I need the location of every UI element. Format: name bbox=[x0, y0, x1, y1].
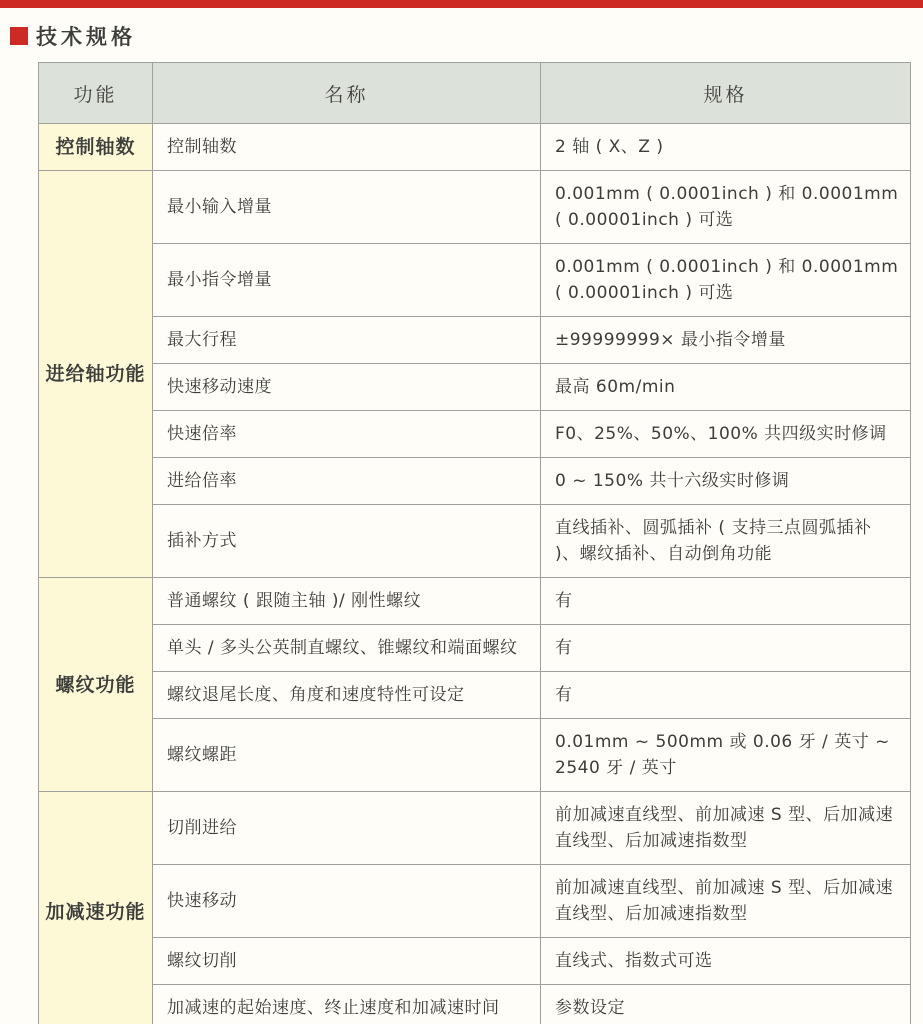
spec-name-cell: 最小指令增量 bbox=[153, 244, 541, 317]
spec-value-cell: F0、25%、50%、100% 共四级实时修调 bbox=[541, 411, 911, 458]
function-group-cell: 螺纹功能 bbox=[39, 578, 153, 792]
table-row bbox=[39, 124, 911, 171]
table-row bbox=[39, 505, 911, 578]
spec-name-cell: 快速移动 bbox=[153, 865, 541, 938]
function-group-cell: 进给轴功能 bbox=[39, 171, 153, 578]
spec-name-cell: 加减速的起始速度、终止速度和加减速时间 bbox=[153, 985, 541, 1024]
spec-value-cell: ±99999999× 最小指令增量 bbox=[541, 317, 911, 364]
table-row bbox=[39, 865, 911, 938]
function-group-cell: 加减速功能 bbox=[39, 792, 153, 1024]
spec-name-cell: 螺纹退尾长度、角度和速度特性可设定 bbox=[153, 672, 541, 719]
spec-value-cell: 前加减速直线型、前加减速 S 型、后加减速直线型、后加减速指数型 bbox=[541, 792, 911, 865]
spec-name-cell: 快速倍率 bbox=[153, 411, 541, 458]
col-header-function: 功能 bbox=[39, 63, 153, 124]
top-red-bar bbox=[0, 0, 923, 8]
table-row bbox=[39, 672, 911, 719]
table-row bbox=[39, 719, 911, 792]
spec-name-cell: 进给倍率 bbox=[153, 458, 541, 505]
table-row bbox=[39, 171, 911, 244]
table-row bbox=[39, 578, 911, 625]
spec-name-cell: 插补方式 bbox=[153, 505, 541, 578]
function-group-cell: 控制轴数 bbox=[39, 124, 153, 171]
spec-name-cell: 螺纹螺距 bbox=[153, 719, 541, 792]
spec-value-cell: 2 轴 ( X、Z ) bbox=[541, 124, 911, 171]
table-row bbox=[39, 411, 911, 458]
spec-name-cell: 普通螺纹 ( 跟随主轴 )/ 刚性螺纹 bbox=[153, 578, 541, 625]
spec-table bbox=[38, 62, 911, 1024]
table-row bbox=[39, 625, 911, 672]
spec-name-cell: 单头 / 多头公英制直螺纹、锥螺纹和端面螺纹 bbox=[153, 625, 541, 672]
spec-value-cell: 有 bbox=[541, 578, 911, 625]
spec-name-cell: 切削进给 bbox=[153, 792, 541, 865]
spec-value-cell: 参数设定 bbox=[541, 985, 911, 1024]
spec-name-cell: 最小输入增量 bbox=[153, 171, 541, 244]
table-row bbox=[39, 985, 911, 1024]
spec-name-cell: 最大行程 bbox=[153, 317, 541, 364]
spec-name-cell: 螺纹切削 bbox=[153, 938, 541, 985]
spec-value-cell: 最高 60m/min bbox=[541, 364, 911, 411]
spec-value-cell: 0.01mm ~ 500mm 或 0.06 牙 / 英寸 ~ 2540 牙 / 英寸 bbox=[541, 719, 911, 792]
section-title bbox=[10, 21, 136, 51]
spec-name-cell: 快速移动速度 bbox=[153, 364, 541, 411]
spec-value-cell: 0 ~ 150% 共十六级实时修调 bbox=[541, 458, 911, 505]
red-square-bullet bbox=[10, 27, 28, 45]
table-row bbox=[39, 938, 911, 985]
spec-value-cell: 0.001mm ( 0.0001inch ) 和 0.0001mm ( 0.00001inch ) 可选 bbox=[541, 171, 911, 244]
table-row bbox=[39, 317, 911, 364]
table-row bbox=[39, 244, 911, 317]
spec-value-cell: 有 bbox=[541, 625, 911, 672]
page-title: 技术规格 bbox=[36, 25, 136, 49]
table-row bbox=[39, 458, 911, 505]
col-header-name: 名称 bbox=[153, 63, 541, 124]
spec-value-cell: 直线式、指数式可选 bbox=[541, 938, 911, 985]
table-row bbox=[39, 792, 911, 865]
col-header-spec: 规格 bbox=[541, 63, 911, 124]
spec-value-cell: 前加减速直线型、前加减速 S 型、后加减速直线型、后加减速指数型 bbox=[541, 865, 911, 938]
spec-value-cell: 0.001mm ( 0.0001inch ) 和 0.0001mm ( 0.00001inch ) 可选 bbox=[541, 244, 911, 317]
table-header-row bbox=[39, 63, 911, 124]
spec-name-cell: 控制轴数 bbox=[153, 124, 541, 171]
table-row bbox=[39, 364, 911, 411]
spec-value-cell: 有 bbox=[541, 672, 911, 719]
spec-value-cell: 直线插补、圆弧插补 ( 支持三点圆弧插补 )、螺纹插补、自动倒角功能 bbox=[541, 505, 911, 578]
